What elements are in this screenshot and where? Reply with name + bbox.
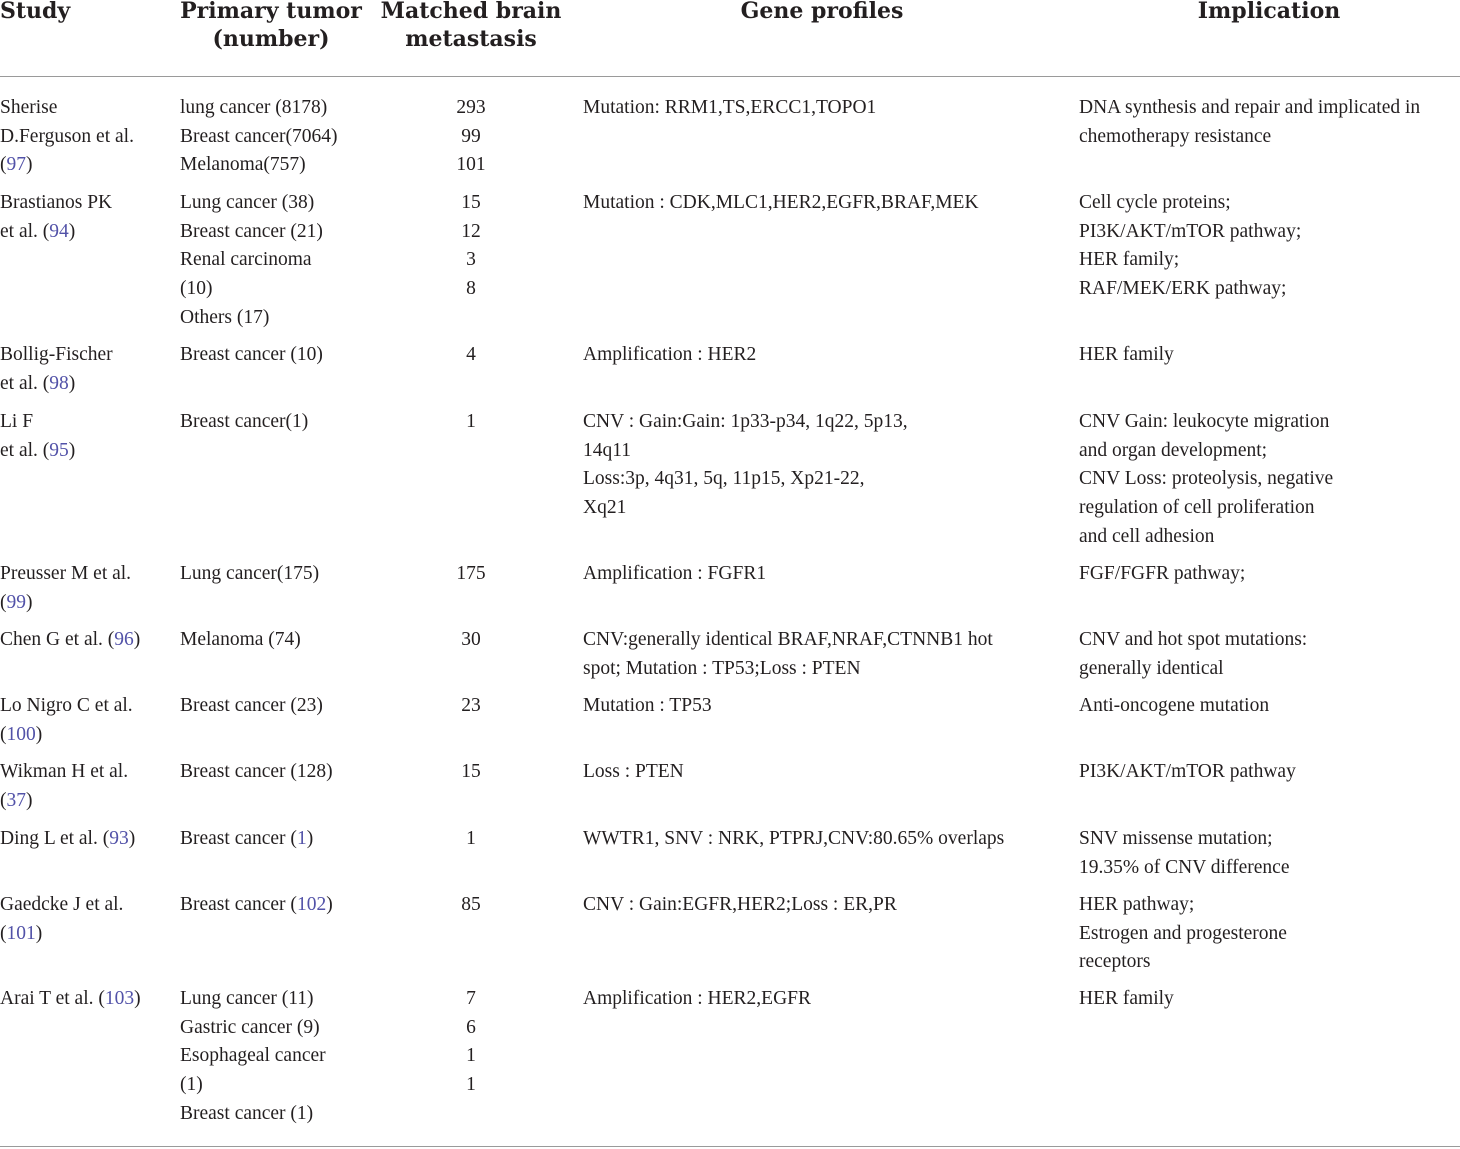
gene-cell (583, 825, 1004, 854)
implication-line (1079, 494, 1333, 523)
cell-text: Lung cancer (11) (180, 988, 314, 1009)
cell-text: Breast cancer (10) (180, 344, 323, 365)
cell-text: CNV Loss: proteolysis, negative (1079, 468, 1334, 490)
implication-line (1079, 94, 1420, 123)
cell-text: Gaedcke J et al. (0, 894, 124, 915)
matched-value: 1 (466, 1045, 476, 1067)
primary-cell (180, 408, 308, 437)
cell-text: (10) (180, 278, 213, 300)
matched-value: 101 (456, 154, 486, 176)
implication-cell (1079, 891, 1287, 977)
gene-line (583, 825, 1004, 854)
cell-text: (1) (180, 1074, 203, 1096)
cell-text: chemotherapy resistance (1079, 125, 1272, 147)
reference-link[interactable]: 97 (6, 154, 26, 176)
matched-value: 1 (466, 1074, 476, 1096)
primary-cell (180, 891, 333, 920)
gene-line (583, 692, 712, 721)
matched-cell (431, 825, 511, 854)
study-cell (0, 341, 113, 398)
cell-text: HER pathway; (1079, 894, 1195, 915)
cell-text: ( (0, 591, 7, 613)
gene-cell (583, 94, 876, 123)
gene-cell (583, 758, 684, 787)
cell-text: CNV : Gain:Gain: 1p33-p34, 1q22, 5p13, (583, 411, 908, 432)
cell-text: Ding L et al. ( (0, 828, 110, 849)
study-line (0, 589, 131, 618)
matched-value: 85 (461, 894, 481, 915)
implication-line (1079, 246, 1301, 275)
primary-line (180, 218, 323, 247)
study-cell (0, 985, 141, 1014)
study-line (0, 626, 140, 655)
header-matched-line1: Matched brain (380, 0, 562, 24)
cell-text: generally identical (1079, 657, 1224, 679)
study-line (0, 94, 134, 123)
implication-line (1079, 626, 1307, 655)
study-cell (0, 692, 133, 749)
implication-cell (1079, 341, 1174, 370)
primary-line (180, 275, 323, 304)
matched-value: 23 (461, 695, 481, 716)
cell-text: Gastric cancer (9) (180, 1016, 320, 1038)
cell-text: Breast cancer(7064) (180, 125, 338, 147)
primary-line (180, 246, 323, 275)
implication-cell (1079, 408, 1333, 552)
gene-line (583, 655, 993, 684)
cell-text: Breast cancer (21) (180, 220, 323, 242)
primary-line (180, 985, 326, 1014)
matched-value: 15 (461, 192, 481, 213)
cell-text: ) (306, 828, 314, 849)
reference-link[interactable]: 98 (49, 372, 69, 394)
implication-line (1079, 825, 1289, 854)
cell-text: 19.35% of CNV difference (1079, 856, 1290, 878)
matched-cell (431, 560, 511, 589)
implication-line (1079, 408, 1333, 437)
cell-text: Mutation : CDK,MLC1,HER2,EGFR,BRAF,MEK (583, 192, 979, 213)
gene-line (583, 494, 908, 523)
cell-text: Breast cancer (128) (180, 761, 333, 782)
matched-cell (431, 692, 511, 721)
implication-cell (1079, 825, 1289, 882)
implication-cell (1079, 560, 1245, 589)
cell-text: Wikman H et al. (0, 761, 129, 782)
cell-text: HER family (1079, 344, 1174, 365)
study-line (0, 891, 123, 920)
cell-text: Cell cycle proteins; (1079, 192, 1231, 213)
study-cell (0, 626, 140, 655)
primary-line (180, 626, 301, 655)
cell-text: Sherise (0, 97, 58, 118)
header-matched-metastasis (381, 0, 562, 53)
cell-text: Amplification : FGFR1 (583, 563, 767, 584)
cell-text: Bollig-Fischer (0, 344, 113, 365)
implication-line (1079, 560, 1245, 589)
reference-link[interactable]: 101 (6, 922, 36, 944)
cell-text: ) (326, 894, 333, 915)
matched-value: 175 (456, 563, 486, 584)
gene-line (583, 94, 876, 123)
gene-cell (583, 189, 979, 218)
matched-value: 293 (456, 97, 486, 118)
primary-cell (180, 758, 333, 787)
primary-line (180, 189, 323, 218)
primary-line (180, 891, 333, 920)
cell-text: ( (0, 154, 7, 176)
study-line (0, 437, 75, 466)
study-cell (0, 758, 128, 815)
cell-text: Breast cancer ( (180, 828, 297, 849)
implication-cell (1079, 758, 1296, 787)
primary-line (180, 341, 323, 370)
cell-text: Others (17) (180, 306, 270, 328)
implication-line (1079, 189, 1301, 218)
study-line (0, 341, 113, 370)
matched-value: 8 (466, 278, 476, 300)
implication-line (1079, 123, 1420, 152)
cell-text: Mutation: RRM1,TS,ERCC1,TOPO1 (583, 97, 877, 118)
matched-value: 4 (466, 344, 476, 365)
gene-cell (583, 692, 712, 721)
implication-line (1079, 218, 1301, 247)
cell-text: ) (35, 922, 43, 944)
matched-value: 15 (461, 761, 481, 782)
study-line (0, 123, 134, 152)
gene-line (583, 560, 766, 589)
cell-text: Xq21 (583, 497, 627, 519)
cell-text: Renal carcinoma (180, 249, 312, 271)
cell-text: and organ development; (1079, 439, 1268, 461)
header-primary-line1: Primary tumor (180, 0, 362, 24)
header-primary-line2: (number) (212, 26, 330, 52)
implication-line (1079, 920, 1287, 949)
matched-cell (431, 94, 511, 180)
cell-text: Lo Nigro C et al. (0, 695, 133, 716)
cell-text: ) (68, 372, 76, 394)
gene-line (583, 626, 993, 655)
matched-cell (431, 626, 511, 655)
implication-cell (1079, 189, 1301, 304)
gene-line (583, 985, 811, 1014)
implication-line (1079, 341, 1174, 370)
cell-text: ) (26, 154, 33, 176)
study-line (0, 825, 135, 854)
study-line (0, 920, 123, 949)
matched-cell (431, 408, 511, 437)
study-cell (0, 891, 123, 948)
cell-text: receptors (1079, 951, 1151, 973)
cell-text: Breast cancer (23) (180, 695, 323, 716)
study-cell (0, 189, 112, 246)
implication-cell (1079, 692, 1269, 721)
primary-cell (180, 94, 338, 180)
implication-cell (1079, 626, 1307, 683)
study-cell (0, 408, 75, 465)
gene-line (583, 465, 908, 494)
primary-line (180, 1100, 326, 1129)
cell-text: spot; Mutation : TP53;Loss : PTEN (583, 657, 861, 679)
cell-text: Arai T et al. ( (0, 988, 105, 1009)
matched-value: 3 (466, 249, 476, 271)
cell-text: ) (68, 220, 76, 242)
reference-link[interactable]: 37 (6, 789, 26, 811)
cell-text: Brastianos PK (0, 192, 113, 213)
study-line (0, 985, 141, 1014)
study-cell (0, 560, 131, 617)
matched-value: 99 (461, 125, 481, 147)
cell-text: CNV Gain: leukocyte migration (1079, 411, 1330, 432)
reference-link[interactable]: 94 (49, 220, 69, 242)
matched-cell (431, 891, 511, 920)
primary-line (180, 94, 338, 123)
cell-text: et al. ( (0, 372, 50, 394)
implication-line (1079, 948, 1287, 977)
matched-value: 1 (466, 828, 476, 849)
cell-text: ) (68, 439, 76, 461)
cell-text: CNV and hot spot mutations: (1079, 629, 1308, 650)
header-matched-line2: metastasis (405, 26, 537, 52)
primary-line (180, 123, 338, 152)
cell-text: Lung cancer(175) (180, 563, 320, 584)
cell-text: Lung cancer (38) (180, 192, 315, 213)
gene-line (583, 341, 756, 370)
implication-line (1079, 523, 1333, 552)
primary-line (180, 825, 313, 854)
reference-link[interactable]: 95 (49, 439, 69, 461)
cell-text: Loss:3p, 4q31, 5q, 11p15, Xp21-22, (583, 468, 865, 490)
implication-line (1079, 985, 1174, 1014)
reference-link[interactable]: 99 (6, 591, 26, 613)
cell-text: Esophageal cancer (180, 1045, 326, 1067)
reference-link[interactable]: 102 (296, 894, 327, 915)
implication-cell (1079, 985, 1174, 1014)
cell-text: DNA synthesis and repair and implicated in (1079, 97, 1421, 118)
cell-text: ) (26, 591, 33, 613)
study-line (0, 787, 128, 816)
bottom-rule (0, 1146, 1460, 1147)
primary-line (180, 408, 308, 437)
matched-value: 30 (461, 629, 481, 650)
gene-cell (583, 626, 993, 683)
reference-link[interactable]: 100 (6, 723, 36, 745)
study-line (0, 721, 133, 750)
reference-link[interactable]: 93 (109, 828, 129, 849)
matched-value: 6 (466, 1016, 476, 1038)
cell-text: ) (134, 988, 141, 1009)
primary-line (180, 692, 323, 721)
cell-text: D.Ferguson et al. (0, 125, 134, 147)
implication-line (1079, 854, 1289, 883)
implication-line (1079, 692, 1269, 721)
cell-text: CNV:generally identical BRAF,NRAF,CTNNB1 hot (583, 629, 993, 650)
cell-text: Breast cancer ( (180, 894, 297, 915)
cell-text: Chen G et al. ( (0, 629, 115, 650)
matched-cell (431, 758, 511, 787)
implication-line (1079, 465, 1333, 494)
cell-text: HER family; (1079, 249, 1180, 271)
cell-text: HER family (1079, 988, 1174, 1009)
primary-line (180, 304, 323, 333)
primary-cell (180, 985, 326, 1129)
study-line (0, 218, 112, 247)
primary-cell (180, 692, 323, 721)
header-rule (0, 76, 1460, 77)
cell-text: regulation of cell proliferation (1079, 497, 1315, 519)
study-line (0, 151, 134, 180)
cell-text: Breast cancer(1) (180, 411, 309, 432)
primary-line (180, 1071, 326, 1100)
cell-text: Li F (0, 411, 34, 432)
gene-line (583, 408, 908, 437)
cell-text: FGF/FGFR pathway; (1079, 563, 1246, 584)
primary-line (180, 560, 319, 589)
cell-text: ) (133, 629, 141, 650)
cell-text: PI3K/AKT/mTOR pathway (1079, 761, 1296, 782)
primary-cell (180, 189, 323, 333)
primary-line (180, 1014, 326, 1043)
primary-cell (180, 825, 313, 854)
primary-line (180, 151, 338, 180)
matched-value: 7 (466, 988, 476, 1009)
study-line (0, 189, 112, 218)
cell-text: ) (26, 789, 33, 811)
matched-value: 1 (466, 411, 476, 432)
implication-line (1079, 655, 1307, 684)
implication-line (1079, 437, 1333, 466)
gene-line (583, 758, 684, 787)
cell-text: Amplification : HER2,EGFR (583, 988, 812, 1009)
cell-text: et al. ( (0, 220, 50, 242)
cell-text: Amplification : HER2 (583, 344, 757, 365)
header-study: Study (0, 0, 71, 24)
cell-text: ( (0, 789, 7, 811)
reference-link[interactable]: 96 (114, 629, 134, 650)
cell-text: ) (128, 828, 136, 849)
study-line (0, 758, 128, 787)
study-line (0, 370, 113, 399)
matched-cell (431, 341, 511, 370)
study-line (0, 692, 133, 721)
gene-line (583, 437, 908, 466)
cell-text: Mutation : TP53 (583, 695, 712, 716)
gene-line (583, 891, 897, 920)
header-primary-tumor (180, 0, 362, 53)
reference-link[interactable]: 1 (296, 828, 307, 849)
primary-cell (180, 341, 323, 370)
implication-line (1079, 758, 1296, 787)
cell-text: WWTR1, SNV : NRK, PTPRJ,CNV:80.65% overlaps (583, 828, 1005, 849)
cell-text: ( (0, 723, 7, 745)
cell-text: Preusser M et al. (0, 563, 132, 584)
header-gene-profiles: Gene profiles (740, 0, 904, 24)
primary-line (180, 758, 333, 787)
study-line (0, 408, 75, 437)
gene-cell (583, 408, 908, 523)
matched-cell (431, 985, 511, 1100)
cell-text: et al. ( (0, 439, 50, 461)
implication-cell (1079, 94, 1420, 151)
cell-text: Estrogen and progesterone (1079, 922, 1287, 944)
primary-line (180, 1042, 326, 1071)
gene-cell (583, 560, 766, 589)
cell-text: ) (35, 723, 43, 745)
primary-cell (180, 626, 301, 655)
study-line (0, 560, 131, 589)
gene-line (583, 189, 979, 218)
reference-link[interactable]: 103 (104, 988, 135, 1009)
cell-text: lung cancer (8178) (180, 97, 328, 118)
cell-text: and cell adhesion (1079, 525, 1215, 547)
study-cell (0, 94, 134, 180)
cell-text: SNV missense mutation; (1079, 828, 1273, 849)
primary-cell (180, 560, 319, 589)
cell-text: Melanoma(757) (180, 154, 306, 176)
cell-text: Breast cancer (1) (180, 1102, 314, 1124)
gene-cell (583, 985, 811, 1014)
cell-text: RAF/MEK/ERK pathway; (1079, 278, 1287, 300)
gene-cell (583, 341, 756, 370)
matched-cell (431, 189, 511, 304)
cell-text: Loss : PTEN (583, 761, 684, 782)
cell-text: Melanoma (74) (180, 629, 301, 650)
gene-cell (583, 891, 897, 920)
cell-text: ( (0, 922, 7, 944)
study-cell (0, 825, 135, 854)
header-implication: Implication (1197, 0, 1341, 24)
matched-value: 12 (461, 220, 481, 242)
cell-text: Anti-oncogene mutation (1079, 695, 1270, 716)
cell-text: 14q11 (583, 439, 632, 461)
cell-text: CNV : Gain:EGFR,HER2;Loss : ER,PR (583, 894, 897, 915)
implication-line (1079, 275, 1301, 304)
implication-line (1079, 891, 1287, 920)
cell-text: PI3K/AKT/mTOR pathway; (1079, 220, 1302, 242)
